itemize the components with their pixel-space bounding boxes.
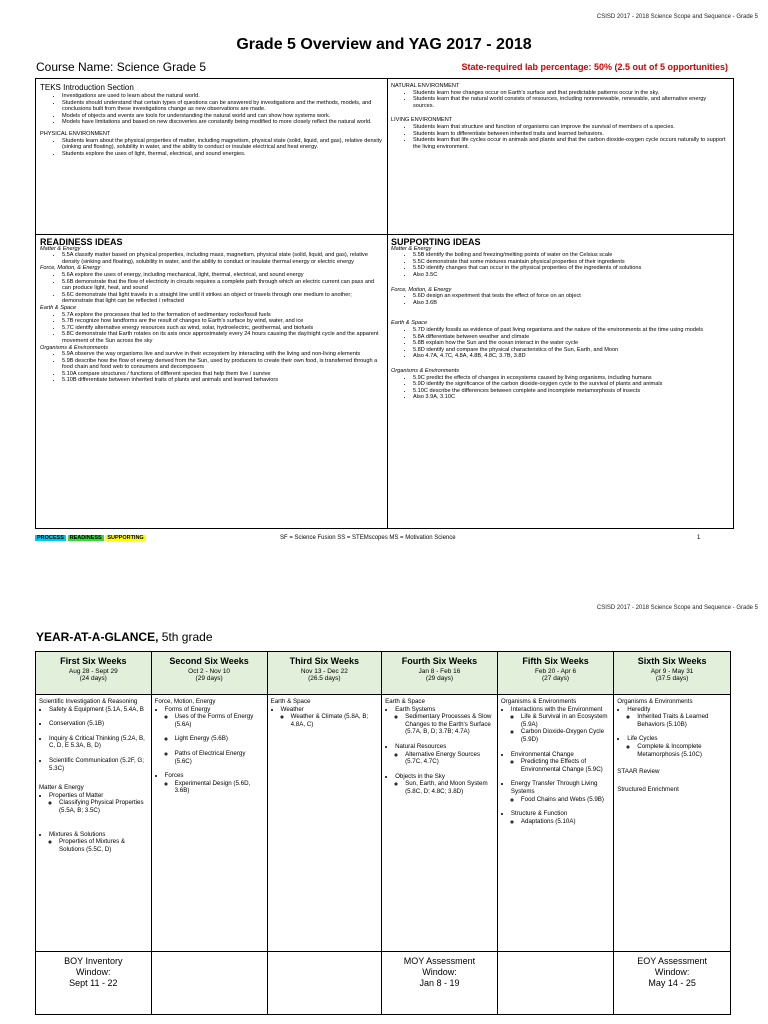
table-cell: Earth & Space • Earth Systems ◦ Sedimentary Processes & Slow Changes to the Earth's Surface (5.7A, B, D; 3.7B; 4.7A) • Natural Resources ◦ Alternative Energy Sources (5.7C, 4.7C) • Objects in the Sky ◦ Sun, Earth, and Moon System (5.8C, D; 4.8C; 3.8D) [382, 695, 498, 952]
readiness-heading: READINESS IDEAS [40, 237, 123, 247]
list-item: ◦ Light Energy (5.6B) [175, 735, 264, 743]
list-item: ◦ Properties of Mixtures & Solutions (5.5C, D) [59, 838, 148, 853]
list-item: • 5.5C demonstrate that some mixtures maintain physical properties of their ingredients [413, 259, 727, 266]
list-item: • 5.7D identify fossils as evidence of past living organisms and the nature of the environments at the time using models [413, 327, 727, 334]
empty-cell [151, 952, 267, 1015]
list-item: • 5.9B describe how the flow of energy derived from the Sun, used by producers to create their own food, is transferred through a food chain and food web to consumers and decomposers [62, 358, 384, 371]
list-item: • Students learn that structure and function of organisms can improve the survival of members of a species. [413, 124, 727, 131]
supporting-ideas [391, 239, 727, 401]
list-item: • Also 3.9A, 3.10C [413, 394, 727, 401]
list-item: • 5.8A differentiate between weather and climate [413, 334, 727, 341]
category-label: Earth & Space [391, 320, 428, 327]
legend-supporting: SUPPORTING [107, 535, 144, 541]
empty-cell [497, 952, 613, 1015]
list-item: • Scientific Communication (5.2F, G; 5.3C) [49, 757, 148, 772]
supporting-heading: SUPPORTING IDEAS [391, 237, 481, 247]
list-item: • Also 3.6B [413, 300, 727, 307]
list-item: ◦ Experimental Design (5.6D, 3.6B) [175, 780, 264, 795]
legend-process: PROCESS [37, 535, 64, 541]
list-item: ◦ Classifying Physical Properties (5.5A, B; 3.5C) [59, 799, 148, 814]
list-item: • 5.9A observe the way organisms live and survive in their ecosystem by interacting with the living and non-living elements [62, 351, 384, 358]
list-item: • Also 4.7A, 4.7C, 4.8A, 4.8B, 4.8C, 3.7B, 3.8D [413, 353, 727, 360]
list-item: • Heredity ◦ Inherited Traits & Learned Behaviors (5.10B) [627, 706, 727, 729]
list-item: • 5.5A classify matter based on physical properties, including mass, magnetism, physical state (solid, liquid, and gas), relative density (sinking and floating), solubility in water, and the ability to conduct or insulate thermal energy or electric energy [62, 252, 384, 265]
eoy-window: EOY Assessment Window: May 14 - 25 [614, 952, 731, 1015]
page-header: CSISD 2017 - 2018 Science Scope and Sequence - Grade 5 [596, 605, 758, 611]
list-item: • Models of objects and events are tools for understanding the natural world and can show how systems work. [62, 113, 382, 120]
list-item: • 5.9D identify the significance of the carbon dioxide-oxygen cycle to the survival of plants and animals [413, 381, 727, 388]
list-item: • Properties of Matter ◦ Classifying Physical Properties (5.5A, B; 3.5C) [49, 792, 148, 815]
list-item: • 5.10B differentiate between inherited traits of plants and animals and learned behaviors [62, 377, 384, 384]
empty-cell [267, 952, 381, 1015]
list-item: • Objects in the Sky ◦ Sun, Earth, and Moon System (5.8C, D; 4.8C; 3.8D) [395, 773, 494, 796]
list-item: • Students learn to differentiate between inherited traits and learned behaviors. [413, 131, 727, 138]
list-item: ◦ Predicting the Effects of Environmental Change (5.9C) [521, 758, 610, 773]
list-item: ◦ Alternative Energy Sources (5.7C, 4.7C) [405, 751, 494, 766]
table-cell: Organisms & Environments • Heredity ◦ Inherited Traits & Learned Behaviors (5.10B) • Life Cycles ◦ Complete & Incomplete Metamorphosis (5.10C) STAAR Review Structured Enrichment [614, 695, 731, 952]
list-item: • Models have limitations and based on new discoveries are constantly being modified to more closely reflect the natural world. [62, 119, 382, 126]
category-label: Force, Motion, & Energy [40, 265, 101, 272]
course-name: Course Name: Science Grade 5 [36, 60, 207, 74]
list-item: • 5.6D design an experiment that tests the effect of force on an object [413, 293, 727, 300]
category-label: Organisms & Environments [391, 367, 460, 374]
category-label: Matter & Energy [391, 245, 432, 252]
list-item: • Forces ◦ Experimental Design (5.6D, 3.6B) [165, 772, 264, 795]
teks-heading: TEKS Introduction Section [40, 83, 134, 92]
list-item: • 5.7A explore the processes that led to the formation of sedimentary rocks/fossil fuels [62, 312, 384, 319]
list-item: • Earth Systems ◦ Sedimentary Processes & Slow Changes to the Earth's Surface (5.7A, B, D; 3.7B; 4.7A) [395, 706, 494, 736]
environment-section [391, 83, 727, 150]
list-item: ◦ Carbon Dioxide-Oxygen Cycle (5.9D) [521, 728, 610, 743]
teks-intro [40, 83, 382, 157]
living-heading: LIVING ENVIRONMENT [391, 117, 453, 124]
physical-heading: PHYSICAL ENVIRONMENT [40, 130, 111, 137]
list-item: • 5.6C demonstrate that light travels in a straight line until it strikes an object or travels through one medium to another; demonstrate that light can be reflected / refracted [62, 292, 384, 305]
list-item: ◦ Uses of the Forms of Energy (5.6A) [175, 713, 264, 728]
list-item: • 5.8C demonstrate that Earth rotates on its axis once approximately every 24 hours causing the day/night cycle and the apparent movement of the Sun across the sky [62, 331, 384, 344]
natural-heading: NATURAL ENVIRONMENT [391, 83, 460, 89]
footer-note: SF = Science Fusion SS = STEMscopes MS = Motivation Science [280, 535, 456, 541]
list-item: • Life Cycles ◦ Complete & Incomplete Metamorphosis (5.10C) [627, 735, 727, 758]
yag-title: YEAR-AT-A-GLANCE, 5th grade [36, 630, 213, 644]
yag-table [35, 651, 731, 1015]
row-divider [36, 234, 733, 235]
column-header: Fourth Six Weeks Jan 8 - Feb 16 (29 days) [382, 652, 498, 695]
column-divider [387, 79, 388, 528]
structured-enrichment: Structured Enrichment [617, 785, 679, 793]
list-item: • Safety & Equipment (5.1A, 5.4A, B [49, 706, 148, 714]
list-item: ◦ Weather & Climate (5.8A, B; 4.8A, C) [291, 713, 378, 728]
category-label: Force, Motion, & Energy [391, 286, 452, 293]
list-item: ◦ Adaptations (5.10A) [521, 818, 610, 826]
list-item: • Forms of Energy ◦ Uses of the Forms of Energy (5.6A) ◦ Light Energy (5.6B) ◦ Paths of Electrical Energy (5.6C) [165, 706, 264, 766]
list-item: ◦ Sedimentary Processes & Slow Changes to the Earth's Surface (5.7A, B, D; 3.7B; 4.7A) [405, 713, 494, 736]
list-item: ◦ Complete & Incomplete Metamorphosis (5.10C) [637, 743, 727, 758]
category-label: Matter & Energy [40, 245, 81, 252]
list-item: • Energy Transfer Through Living Systems ◦ Food Chains and Webs (5.9B) [511, 780, 610, 803]
list-item: • 5.7C identify alternative energy resources such as wind, solar, hydroelectric, geothermal, and biofuels [62, 325, 384, 332]
list-item: ◦ Paths of Electrical Energy (5.6C) [175, 750, 264, 765]
list-item: • 5.6A explore the uses of energy, including mechanical, light, thermal, electrical, and sound energy [62, 272, 384, 279]
readiness-ideas [40, 239, 384, 384]
list-item: • 5.5B identify the boiling and freezing/melting points of water on the Celsius scale [413, 252, 727, 259]
list-item: • 5.10C describe the differences between complete and incomplete metamorphosis of insects [413, 388, 727, 395]
table-cell: Earth & Space • Weather ◦ Weather & Climate (5.8A, B; 4.8A, C) [267, 695, 381, 952]
column-header: Second Six Weeks Oct 2 - Nov 10 (29 days) [151, 652, 267, 695]
list-item: • 5.8B explain how the Sun and the ocean interact in the water cycle [413, 340, 727, 347]
moy-window: MOY Assessment Window: Jan 8 - 19 [382, 952, 498, 1015]
page-number: 1 [697, 535, 701, 541]
column-header: First Six Weeks Aug 28 - Sept 29 (24 days) [36, 652, 152, 695]
column-header: Fifth Six Weeks Feb 20 - Apr 6 (27 days) [497, 652, 613, 695]
list-item: ◦ Sun, Earth, and Moon System (5.8C, D; 4.8C; 3.8D) [405, 780, 494, 795]
table-cell: Force, Motion, Energy • Forms of Energy ◦ Uses of the Forms of Energy (5.6A) ◦ Light Energy (5.6B) ◦ Paths of Electrical Energy (5.6C) • Forces ◦ Experimental Design (5.6D, 3.6B) [151, 695, 267, 952]
page-header: CSISD 2017 - 2018 Science Scope and Sequence - Grade 5 [596, 14, 758, 20]
list-item: ◦ Food Chains and Webs (5.9B) [521, 796, 610, 804]
list-item: ◦ Inherited Traits & Learned Behaviors (5.10B) [637, 713, 727, 728]
list-item: • Students learn how changes occur on Earth's surface and that predictable patterns occur in the sky. [413, 90, 727, 97]
table-cell: Organisms & Environments • Interactions with the Environment ◦ Life & Survival in an Ecosystem (5.9A) ◦ Carbon Dioxide-Oxygen Cycle (5.9D) • Environmental Change ◦ Predicting the Effects of Environmental Change (5.9C) • Energy Transfer Through Living Systems ◦ Food Chains and Webs (5.9B) • Structure & Function ◦ Adaptations (5.10A) [497, 695, 613, 952]
list-item: • Natural Resources ◦ Alternative Energy Sources (5.7C, 4.7C) [395, 743, 494, 766]
legend [35, 535, 146, 541]
list-item: • Structure & Function ◦ Adaptations (5.10A) [511, 810, 610, 825]
list-item: • 5.8D identify and compare the physical characteristics of the Sun, Earth, and Moon [413, 347, 727, 354]
category-label: Earth & Space [40, 304, 77, 311]
list-item: • Students learn that life cycles occur in animals and plants and that the carbon dioxide-oxygen cycle occurs naturally to support the living environment. [413, 137, 727, 150]
list-item: • 5.9C predict the effects of changes in ecosystems caused by living organisms, including humans [413, 375, 727, 382]
staar-review: STAAR Review [617, 768, 660, 776]
list-item: • Students learn that the natural world consists of resources, including nonrenewable, renewable, and alternative energy sources. [413, 96, 727, 109]
overview-box [35, 78, 734, 529]
list-item: • Conservation (5.1B) [49, 720, 148, 728]
category-label: Organisms & Environments [40, 344, 109, 351]
list-item: • Interactions with the Environment ◦ Life & Survival in an Ecosystem (5.9A) ◦ Carbon Dioxide-Oxygen Cycle (5.9D) [511, 706, 610, 744]
list-item: • Students should understand that certain types of questions can be answered by investigations and the methods, models, and conclusions built from these investigations change as new observations are made. [62, 100, 382, 113]
list-item: • Mixtures & Solutions ◦ Properties of Mixtures & Solutions (5.5C, D) [49, 831, 148, 854]
list-item: • Environmental Change ◦ Predicting the Effects of Environmental Change (5.9C) [511, 751, 610, 774]
legend-readiness: READINESS [69, 535, 102, 541]
page-title: Grade 5 Overview and YAG 2017 - 2018 [236, 36, 532, 53]
column-header: Sixth Six Weeks Apr 9 - May 31 (37.5 days) [614, 652, 731, 695]
column-header: Third Six Weeks Nov 13 - Dec 22 (26.5 days) [267, 652, 381, 695]
list-item: • 5.7B recognize how landforms are the result of changes to Earth's surface by wind, water, and ice [62, 318, 384, 325]
boy-window: BOY Inventory Window: Sept 11 - 22 [36, 952, 152, 1015]
list-item: • Weather ◦ Weather & Climate (5.8A, B; 4.8A, C) [281, 706, 378, 729]
list-item: • Investigations are used to learn about the natural world. [62, 93, 382, 100]
list-item: • 5.6B demonstrate that the flow of electricity in circuits requires a complete path through which an electric current can pass and can produce light, heat, and sound [62, 279, 384, 292]
list-item: • Also 3.5C [413, 272, 727, 279]
list-item: • Students learn about the physical properties of matter, including magnetism, physical state (solid, liquid, and gas), relative density (sinking and floating), solubility in water, and the ability to conduct or insulate electrical and heat energy. [62, 138, 382, 151]
list-item: ◦ Life & Survival in an Ecosystem (5.9A) [521, 713, 610, 728]
table-cell: Scientific Investigation & Reasoning • Safety & Equipment (5.1A, 5.4A, B • Conservation (5.1B) • Inquiry & Critical Thinking (5.2A, B, C, D, E 5.3A, B, D) • Scientific Communication (5.2F, G; 5.3C) Matter & Energy • Properties of Matter ◦ Classifying Physical Properties (5.5A, B; 3.5C) • Mixtures & Solutions ◦ Properties of Mixtures & Solutions (5.5C, D) [36, 695, 152, 952]
list-item: • 5.5D identify changes that can occur in the physical properties of the ingredients of solutions [413, 265, 727, 272]
list-item: • Inquiry & Critical Thinking (5.2A, B, C, D, E 5.3A, B, D) [49, 735, 148, 750]
list-item: • Students explore the uses of light, thermal, electrical, and sound energies. [62, 151, 382, 158]
lab-percentage: State-required lab percentage: 50% (2.5 out of 5 opportunities) [461, 62, 728, 72]
list-item: • 5.10A compare structures / functions of different species that help them live / survive [62, 371, 384, 378]
